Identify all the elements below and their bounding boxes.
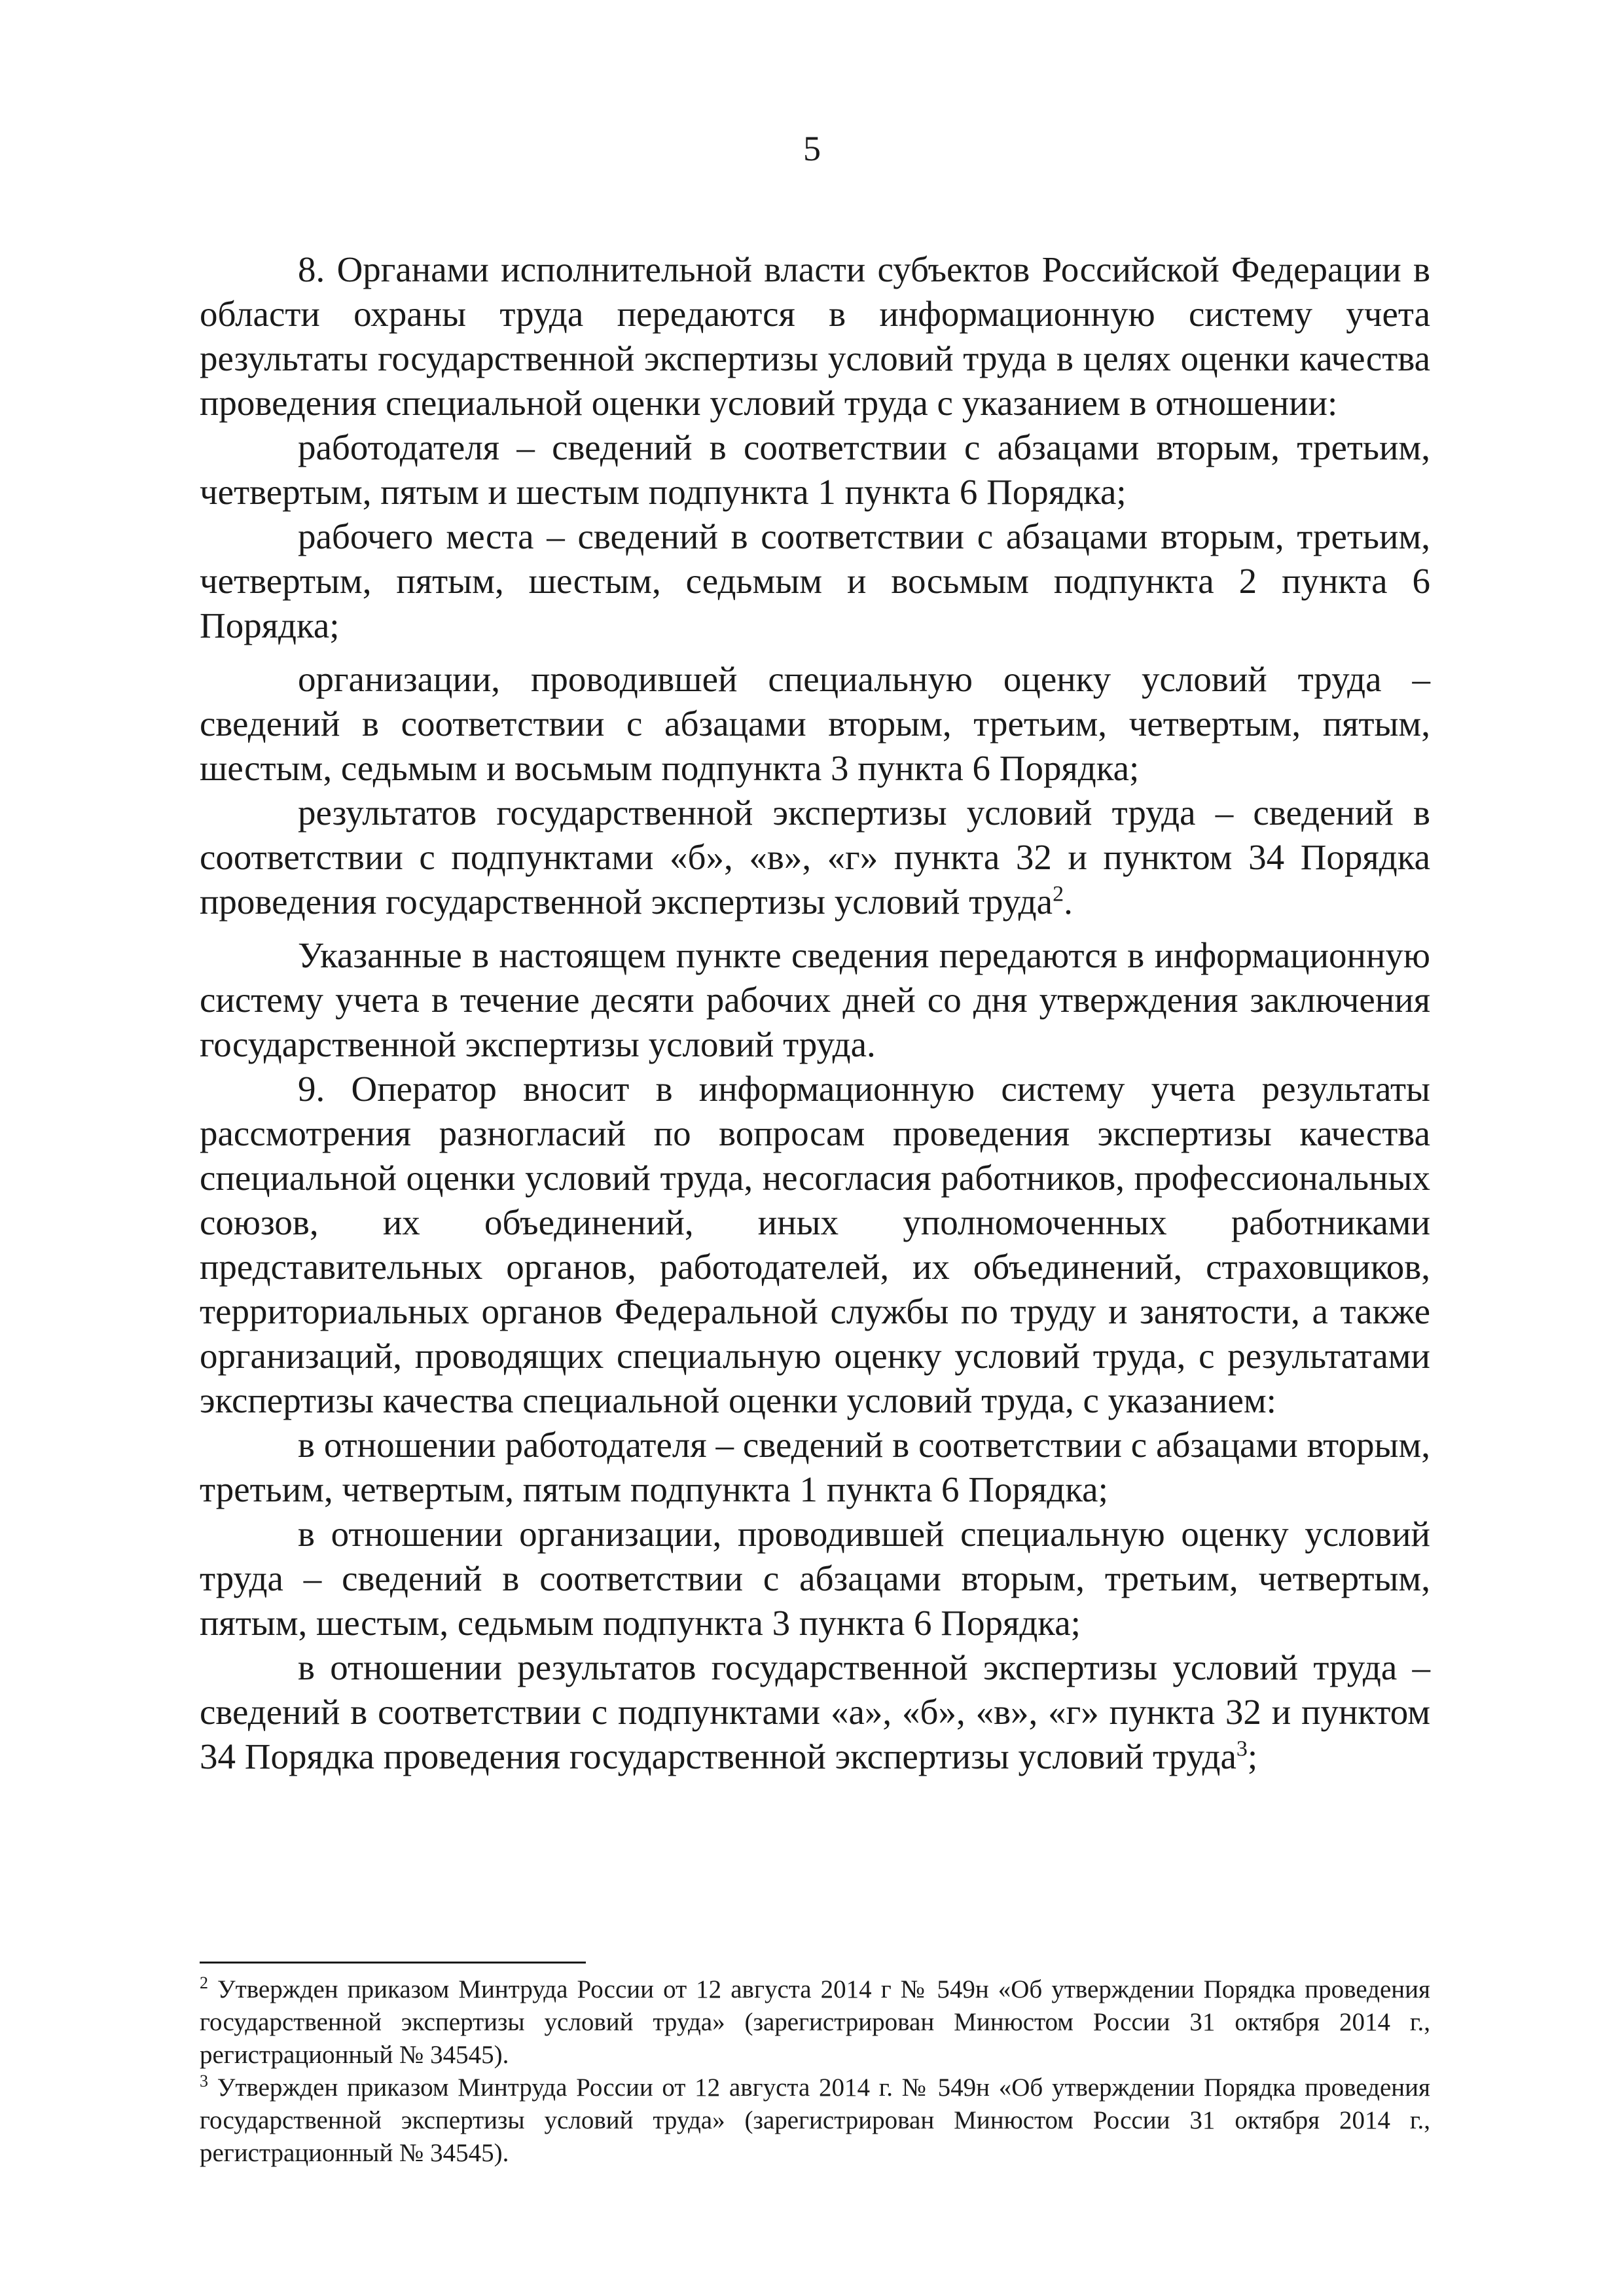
- page-number: 5: [803, 129, 821, 168]
- footnote-text-2: Утвержден приказом Минтруда России от 12 августа 2014 г № 549н «Об утверждении Порядка проведения государственной экспертизы условий труда» (зарегистрирован Минюстом России 31 октября 2014 г., регистрационный № 34545).: [200, 1975, 1430, 2069]
- footnote-mark-2: 2: [200, 1973, 208, 1992]
- footnote-text-3: Утвержден приказом Минтруда России от 12 августа 2014 г. № 549н «Об утверждении Порядка проведения государственной экспертизы условий труда» (зарегистрирован Минюстом России 31 октября 2014 г., регистрационный № 34545).: [200, 2073, 1430, 2167]
- paragraph-9-results-text: в отношении результатов государственной экспертизы условий труда – сведений в соответствии с подпунктами «а», «б», «в», «г» пункта 32 и пунктом 34 Порядка проведения государственной экспертизы условий труда: [200, 1647, 1430, 1776]
- paragraph-9-results-end: ;: [1247, 1736, 1258, 1776]
- paragraph-8-results-text: результатов государственной экспертизы условий труда – сведений в соответствии с подпунктами «б», «в», «г» пункта 32 и пунктом 34 Порядка проведения государственной экспертизы условий труда: [200, 793, 1430, 922]
- paragraph-8-results: [200, 791, 1430, 924]
- paragraph-8-intro: 8. Органами исполнительной власти субъектов Российской Федерации в области охраны труда передаются в информационную систему учета результаты государственной экспертизы условий труда в целях оценки качества проведения специальной оценки условий труда с указанием в отношении:: [200, 249, 1430, 423]
- paragraph-9-results: [200, 1645, 1430, 1779]
- paragraph-8-workplace: рабочего места – сведений в соответствии с абзацами вторым, третьим, четвертым, пятым, шестым, седьмым и восьмым подпункта 2 пункта 6 Порядка;: [200, 516, 1430, 645]
- footnote-3: [200, 2072, 1430, 2170]
- paragraph-9-intro: 9. Оператор вносит в информационную систему учета результаты рассмотрения разногласий по вопросам проведения экспертизы качества специальной оценки условий труда, несогласия работников, профессиональных союзов, их объединений, иных уполномоченных работниками представительных органов, работодателей, их объединений, страховщиков, территориальных органов Федеральной службы по труду и занятости, а также организаций, проводящих специальную оценку условий труда, с результатами экспертизы качества специальной оценки условий труда, с указанием:: [200, 1069, 1430, 1420]
- footnotes: [200, 1973, 1430, 2170]
- paragraph-8-deadline: Указанные в настоящем пункте сведения передаются в информационную систему учета в течение десяти рабочих дней со дня утверждения заключения государственной экспертизы условий труда.: [200, 935, 1430, 1064]
- footnote-divider: [200, 1962, 586, 1964]
- footnote-ref-3[interactable]: 3: [1236, 1736, 1248, 1761]
- paragraph-9-organization: в отношении организации, проводившей специальную оценку условий труда – сведений в соответствии с абзацами вторым, третьим, четвертым, пятым, шестым, седьмым подпункта 3 пункта 6 Порядка;: [200, 1514, 1430, 1643]
- paragraph-9-employer: в отношении работодателя – сведений в соответствии с абзацами вторым, третьим, четвертым, пятым подпункта 1 пункта 6 Порядка;: [200, 1425, 1430, 1509]
- footnote-2: [200, 1973, 1430, 2072]
- paragraph-8-organization: организации, проводившей специальную оценку условий труда – сведений в соответствии с абзацами вторым, третьим, четвертым, пятым, шестым, седьмым и восьмым подпункта 3 пункта 6 Порядка;: [200, 659, 1430, 788]
- footnote-mark-3: 3: [200, 2072, 208, 2090]
- paragraph-8-results-end: .: [1064, 882, 1073, 922]
- footnote-ref-2[interactable]: 2: [1053, 882, 1064, 906]
- document-body: [200, 247, 1430, 1779]
- paragraph-8-employer: работодателя – сведений в соответствии с абзацами вторым, третьим, четвертым, пятым и шестым подпункта 1 пункта 6 Порядка;: [200, 427, 1430, 512]
